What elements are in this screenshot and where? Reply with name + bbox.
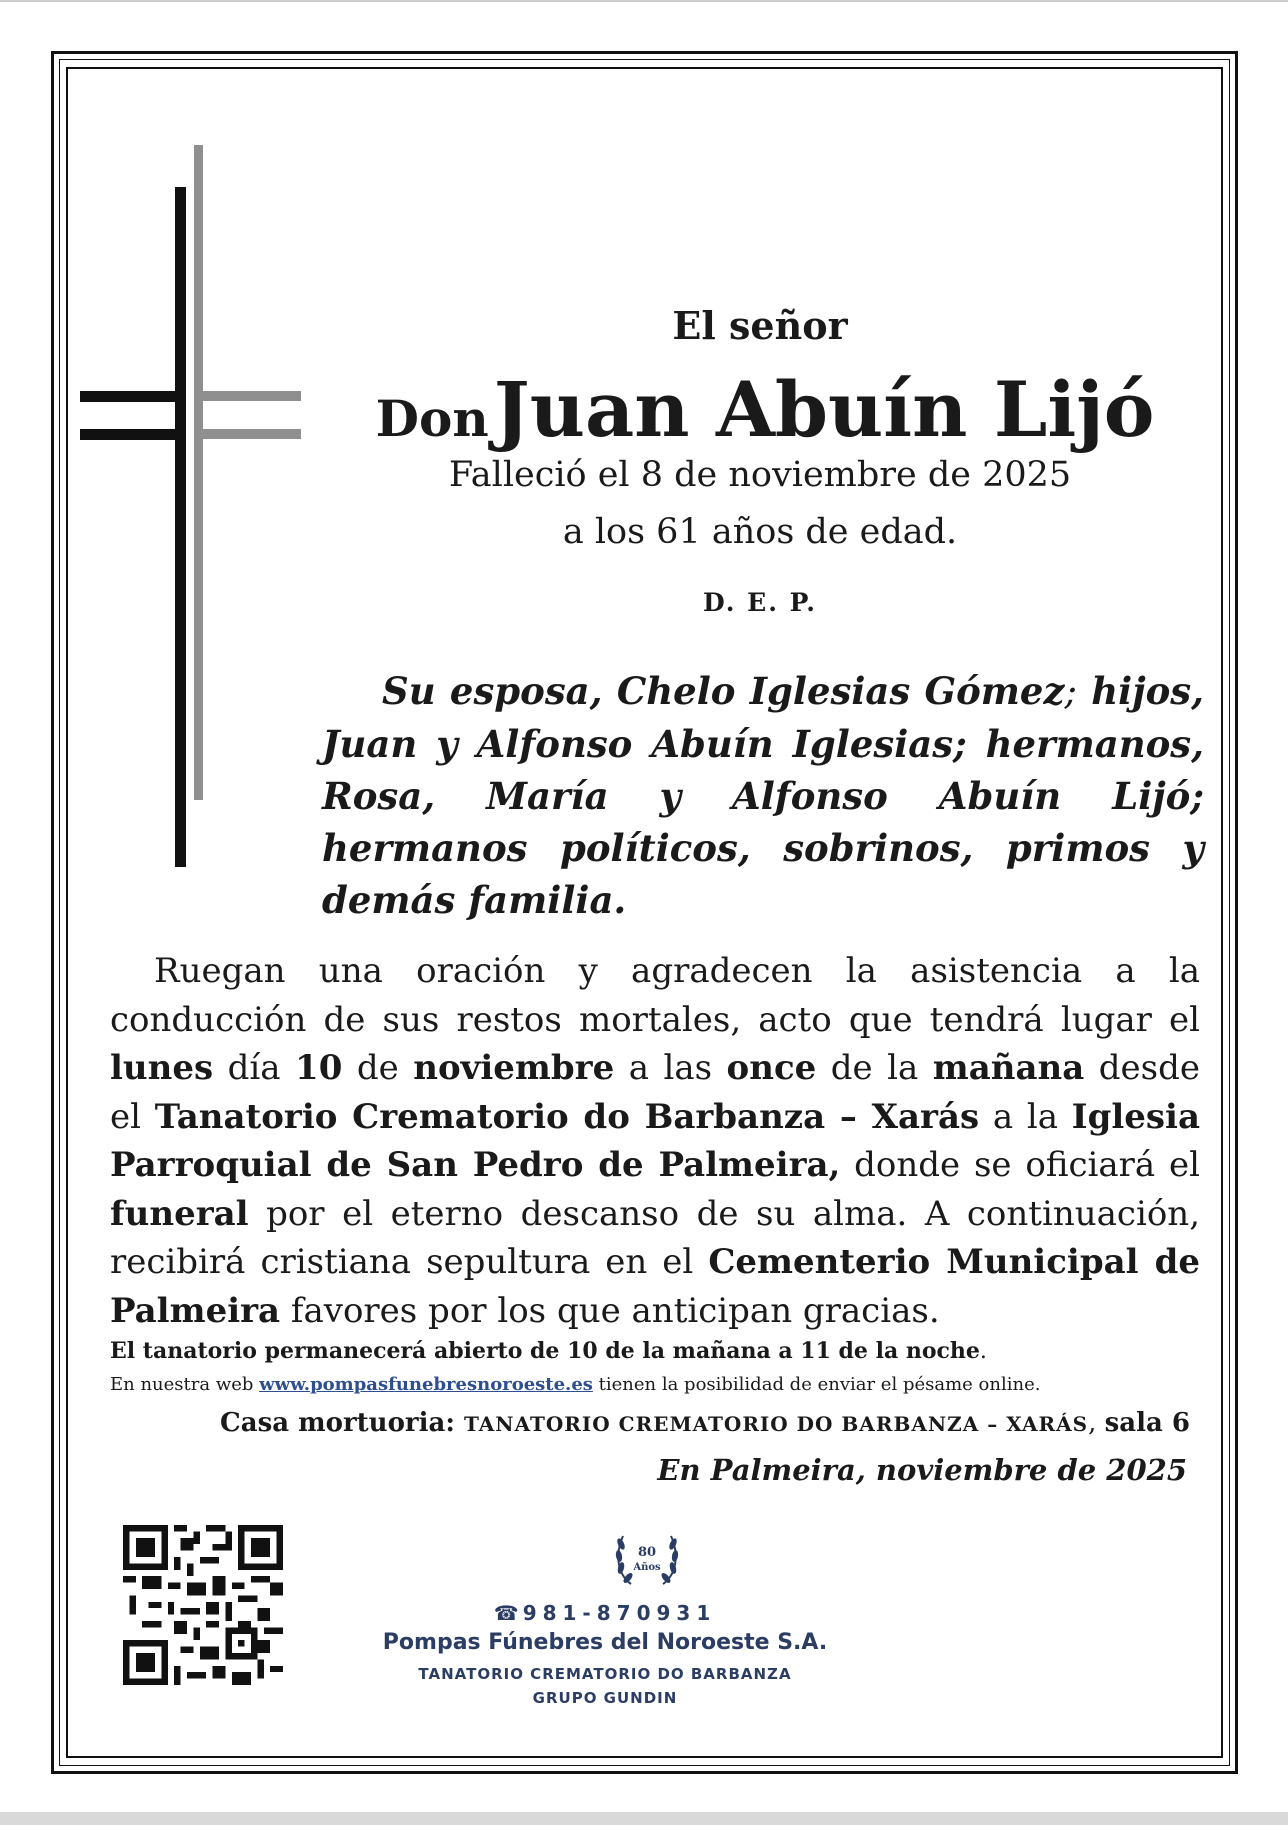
family-paragraph: [322, 665, 1204, 926]
deceased-name-line: [330, 365, 1200, 455]
cross-gray-arm-bottom: [194, 429, 301, 439]
service-text: de la: [816, 1048, 933, 1088]
phone-line: [140, 1601, 1070, 1625]
funeral-home-room: sala 6: [1104, 1408, 1190, 1438]
logo-number: 80: [637, 1545, 657, 1560]
top-divider: [0, 0, 1288, 2]
service-cemetery: Cementerio Municipal de Palmeira: [110, 1242, 1200, 1331]
logo-word: Años: [633, 1562, 661, 1573]
death-date: Falleció el 8 de noviembre de 2025: [448, 455, 1072, 495]
cross-black-vertical: [175, 187, 186, 867]
deceased-name: Juan Abuín Lijó: [493, 365, 1155, 454]
service-date: 10: [295, 1048, 343, 1088]
service-funeral: funeral: [110, 1193, 249, 1234]
service-church: Iglesia Parroquial de San Pedro de Palmeira,: [110, 1096, 1200, 1185]
bottom-band: [0, 1812, 1288, 1825]
family-separator: ;: [1064, 670, 1077, 713]
funeral-home-name: TANATORIO CREMATORIO DO BARBANZA – XARÁS: [463, 1412, 1089, 1436]
rip-abbreviation: D. E. P.: [702, 588, 818, 617]
service-origin: Tanatorio Crematorio do Barbanza – Xarás: [154, 1096, 980, 1137]
service-text: de: [342, 1048, 414, 1088]
service-text: a las: [614, 1048, 727, 1088]
service-hour: once: [726, 1048, 817, 1088]
opening-hours-note: [110, 1338, 1210, 1364]
service-text: donde se oficiará el: [840, 1145, 1200, 1185]
service-text: favores por los que anticipan gracias.: [280, 1290, 940, 1331]
title-prefix: El señor: [672, 303, 848, 348]
service-text: Ruegan una oración y agradecen la asistencia a la conducción de sus restos mortales, acto que tendrá lugar el: [110, 951, 1200, 1040]
phone-icon: ☎: [493, 1601, 519, 1625]
cross-icon: [78, 142, 303, 867]
cross-gray-arm-top: [194, 391, 301, 401]
website-link[interactable]: www.pompasfunebresnoroeste.es: [259, 1374, 593, 1395]
company-group: GRUPO GUNDIN: [532, 1689, 678, 1707]
web-note-prefix: En nuestra web: [110, 1374, 260, 1395]
service-paragraph: [110, 947, 1200, 1335]
funeral-home-line: [110, 1408, 1190, 1438]
web-note-suffix: tienen la posibilidad de enviar el pésame online.: [592, 1374, 1041, 1395]
phone-number: 981-870931: [522, 1601, 717, 1625]
service-time-of-day: mañana: [932, 1048, 1085, 1088]
cross-gray-vertical: [194, 145, 203, 800]
age-line: a los 61 años de edad.: [562, 512, 958, 552]
funeral-home-comma: ,: [1088, 1408, 1105, 1438]
opening-hours-text: El tanatorio permanecerá abierto de 10 de la mañana a 11 de la noche: [110, 1338, 980, 1364]
company-subtitle: TANATORIO CREMATORIO DO BARBANZA: [418, 1665, 792, 1683]
service-day: lunes: [110, 1048, 214, 1088]
family-relatives: hijos, Juan y Alfonso Abuín Iglesias; hermanos, Rosa, María y Alfonso Abuín Lijó; hermanos políticos, sobrinos, primos y demás familia.: [322, 669, 1204, 922]
cross-black-arm-top: [80, 391, 183, 402]
service-month: noviembre: [413, 1048, 615, 1088]
service-text: por el eterno descanso de su alma. A continuación, recibirá cristiana sepultura en el: [110, 1193, 1200, 1282]
family-spouse: Su esposa, Chelo Iglesias Gómez: [382, 669, 1065, 713]
service-text: a la: [979, 1096, 1072, 1137]
company-name: Pompas Fúnebres del Noroeste S.A.: [382, 1630, 828, 1655]
cross-black-arm-bottom: [80, 429, 183, 440]
service-text: día: [213, 1048, 296, 1088]
honorific: Don: [375, 389, 489, 448]
web-note: [110, 1374, 1210, 1395]
place-date: En Palmeira, noviembre de 2025: [657, 1453, 1187, 1487]
laurel-wreath-icon: [607, 1522, 687, 1596]
opening-hours-end: .: [979, 1339, 987, 1364]
funeral-home-label: Casa mortuoria:: [220, 1408, 464, 1438]
service-text: desde el: [110, 1048, 1201, 1137]
